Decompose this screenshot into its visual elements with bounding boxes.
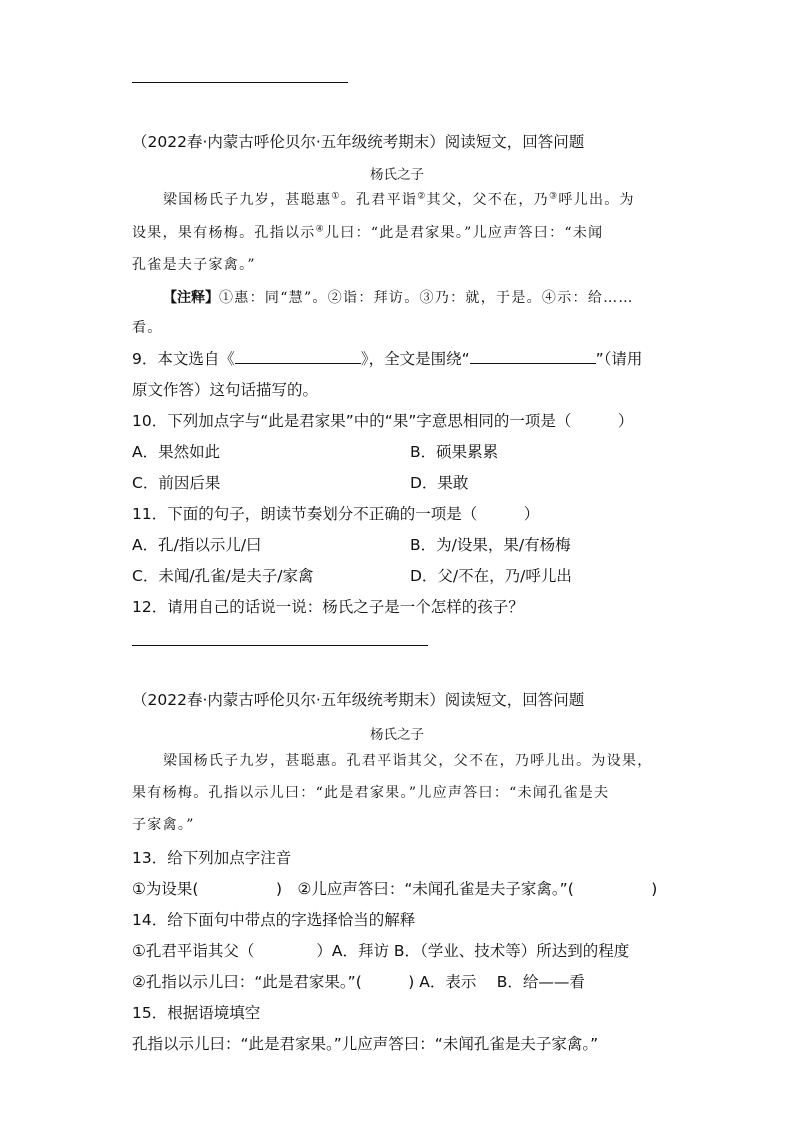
passage-1-line-2 bbox=[132, 222, 603, 242]
q9-text: 》，全文是围绕“ bbox=[360, 350, 470, 368]
q10-option-a[interactable]: A．果然如此 bbox=[132, 443, 221, 461]
q12-answer-line[interactable] bbox=[132, 645, 428, 646]
footnote-marker: ② bbox=[417, 191, 427, 202]
question-15: 15．根据语境填空 bbox=[132, 1004, 261, 1022]
question-12: 12．请用自己的话说一说：杨氏之子是一个怎样的孩子？ bbox=[132, 598, 524, 616]
q15-context: 孔指以示儿曰：“此是君家果。”儿应声答曰：“未闻孔雀是夫子家禽。” bbox=[132, 1035, 599, 1053]
q11-option-c[interactable]: C．未闻/孔雀/是夫子/家禽 bbox=[132, 567, 314, 585]
passage-text: 儿曰：“此是君家果。”儿应声答曰：“未闻 bbox=[324, 225, 604, 241]
q9-blank-2[interactable] bbox=[470, 349, 596, 364]
passage-2-line-2: 果有杨梅。孔指以示儿曰：“此是君家果。”儿应声答曰：“未闻孔雀是夫 bbox=[132, 785, 610, 801]
question-14: 14．给下面句中带点的字选择恰当的解释 bbox=[132, 911, 416, 929]
passage-1-line-3: 孔雀是夫子家禽。” bbox=[132, 257, 256, 273]
footnote-marker: ④ bbox=[315, 224, 325, 235]
q10-option-d[interactable]: D．果敢 bbox=[410, 474, 469, 492]
q9-blank-1[interactable] bbox=[235, 349, 361, 364]
source-line-2: （2022春·内蒙古呼伦贝尔·五年级统考期末）阅读短文，回答问题 bbox=[132, 691, 585, 709]
passage-text: 梁国杨氏子九岁，甚聪惠 bbox=[163, 192, 332, 208]
question-9-cont: 原文作答）这句话描写的。 bbox=[132, 381, 319, 399]
passage-text: 设果，果有杨梅。孔指以示 bbox=[132, 225, 316, 241]
q11-option-b[interactable]: B．为/设果，果/有杨梅 bbox=[410, 536, 571, 554]
notes-text: ①惠：同“慧”。②诣：拜访。③乃：就，于是。④示：给…… bbox=[219, 290, 634, 306]
q9-text: ”（请用 bbox=[595, 350, 643, 368]
passage-text: 呼儿出。为 bbox=[558, 192, 635, 208]
passage-2-line-1: 梁国杨氏子九岁，甚聪惠。孔君平诣其父，父不在，乃呼儿出。为设果， bbox=[163, 753, 653, 769]
notes-label: 【注释】 bbox=[163, 290, 219, 306]
q13-items[interactable]: ①为设果( ) ②儿应声答曰：“未闻孔雀是夫子家禽。”( ) bbox=[132, 880, 658, 898]
q11-option-a[interactable]: A．孔/指以示儿/曰 bbox=[132, 536, 262, 554]
question-10: 10．下列加点字与“此是君家果”中的“果”字意思相同的一项是（ ） bbox=[132, 412, 634, 430]
passage-1-line-1 bbox=[163, 189, 635, 209]
q14-item-2[interactable]: ②孔指以示儿曰：“此是君家果。”( ) A．表示 B．给——看 bbox=[132, 973, 585, 991]
q10-option-c[interactable]: C．前因后果 bbox=[132, 474, 221, 492]
q10-option-b[interactable]: B．硕果累累 bbox=[410, 443, 499, 461]
question-13: 13．给下列加点字注音 bbox=[132, 849, 292, 867]
footnote-marker: ③ bbox=[548, 191, 559, 202]
source-line-1: （2022春·内蒙古呼伦贝尔·五年级统考期末）阅读短文，回答问题 bbox=[132, 133, 585, 151]
question-11: 11．下面的句子，朗读节奏划分不正确的一项是（ ） bbox=[132, 505, 540, 523]
passage-title-1: 杨氏之子 bbox=[370, 167, 424, 183]
q14-item-1[interactable]: ①孔君平诣其父（ ）A．拜访 B．（学业、技术等）所达到的程度 bbox=[132, 942, 630, 960]
answer-line-top bbox=[132, 82, 348, 83]
notes-line bbox=[163, 287, 634, 307]
passage-title-2: 杨氏之子 bbox=[370, 727, 424, 743]
notes-cont: 看。 bbox=[132, 320, 163, 336]
passage-text: 。孔君平诣 bbox=[340, 192, 418, 208]
q11-option-d[interactable]: D．父/不在，乃/呼儿出 bbox=[410, 567, 572, 585]
passage-text: 其父，父不在，乃 bbox=[426, 192, 549, 208]
footnote-marker: ① bbox=[331, 191, 341, 202]
q9-text: 9．本文选自《 bbox=[132, 350, 235, 368]
passage-2-line-3: 子家禽。” bbox=[132, 817, 195, 833]
question-9 bbox=[132, 347, 642, 369]
